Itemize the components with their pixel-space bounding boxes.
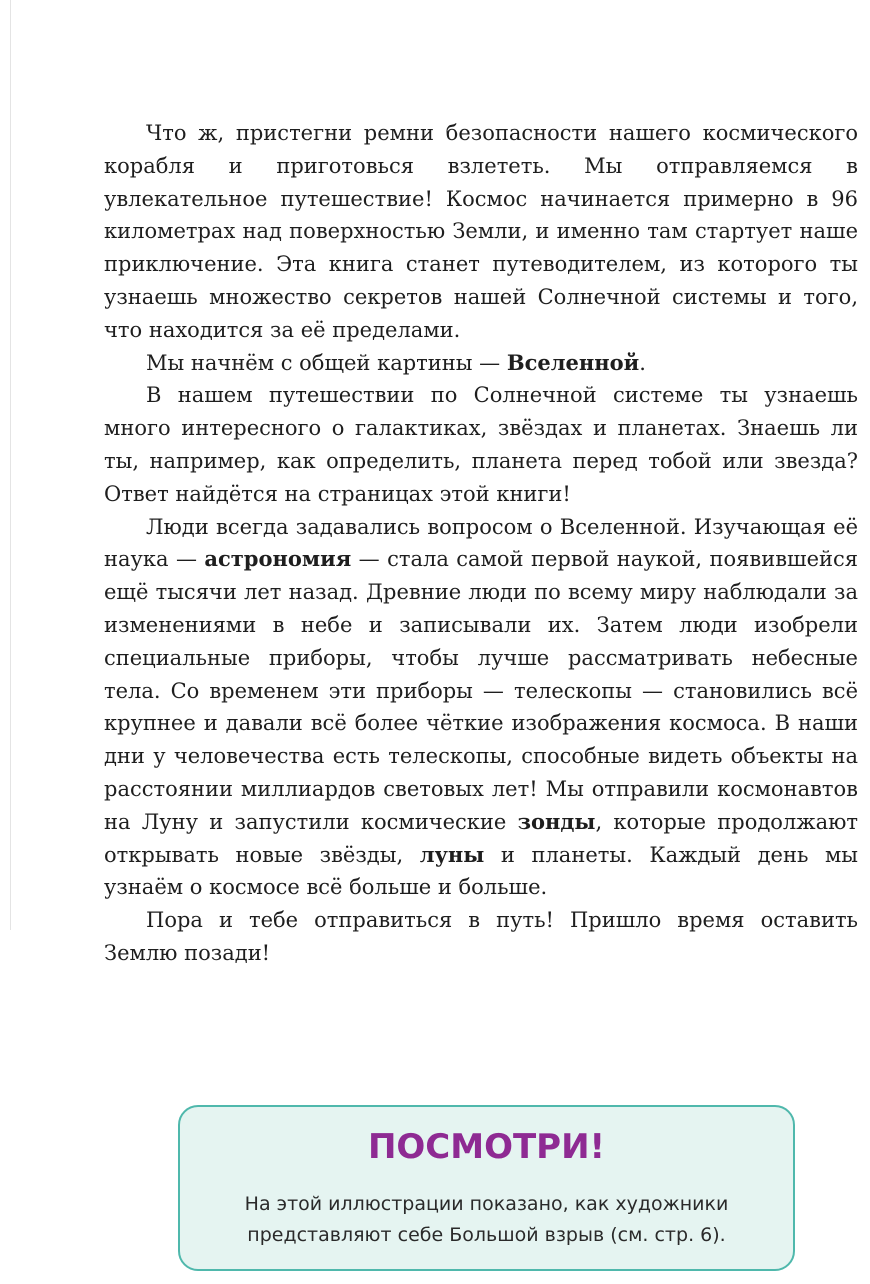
paragraph-2-end: . xyxy=(639,350,646,375)
callout-text: На этой иллюстрации показано, как художники представляют себе Большой взрыв (см. стр. 6). xyxy=(244,1193,729,1246)
paragraph-4 xyxy=(104,511,858,905)
main-text xyxy=(104,117,858,970)
paragraph-5: Пора и тебе отправиться в путь! Пришло время оставить Землю позади! xyxy=(104,908,858,965)
paragraph-4-part-4: и планеты. Каждый день мы узнаём о космосе всё больше и больше. xyxy=(104,842,858,900)
paragraph-4-part-2: — стала самой первой наукой, появившейся ещё тысячи лет назад. Древние люди по всему миру наблюдали за изменениями в небе и записывали их. Затем люди изобрели специальные приборы, чтобы лучше рассматривать небесные тела. Со временем эти приборы — телескопы — становились всё крупнее и давали всё более чёткие изображения космоса. В наши дни у человечества есть телескопы, способные видеть объекты на расстоянии миллиардов световых лет! Мы отправили космонавтов на Луну и запустили космические xyxy=(104,547,858,834)
callout-title: ПОСМОТРИ! xyxy=(367,1127,606,1167)
paragraph-1: Что ж, пристегни ремни безопасности нашего космического корабля и приготовься взлететь. Мы отправляемся в увлекательное путешествие! Космос начинается примерно в 96 километрах над поверхностью Земли, и именно там стартует наше приключение. Эта книга станет путеводителем, из которого ты узнаешь множество секретов нашей Солнечной системы и того, что находится за её пределами. xyxy=(104,121,858,342)
paragraph-3: В нашем путешествии по Солнечной системе ты узнаешь много интересного о галактиках, звёздах и планетах. Знаешь ли ты, например, как определить, планета перед тобой или звезда? Ответ найдётся на страницах этой книги! xyxy=(104,383,858,506)
paragraph-2 xyxy=(104,347,858,380)
paragraph-4-part-1: Люди всегда задавались вопросом о Вселенной. Изучающая её наука — xyxy=(104,514,858,572)
term-universe: Вселенной xyxy=(506,349,640,375)
term-astronomy: астрономия xyxy=(204,546,352,572)
paragraph-4-part-3: , которые продолжают открывать новые звёзды, xyxy=(104,809,858,867)
paragraph-2-text: Мы начнём с общей картины — xyxy=(146,350,507,375)
page-edge-line xyxy=(10,0,11,930)
look-callout-box xyxy=(178,1105,795,1271)
term-probes: зонды xyxy=(517,808,596,834)
term-moons: луны xyxy=(419,841,485,867)
